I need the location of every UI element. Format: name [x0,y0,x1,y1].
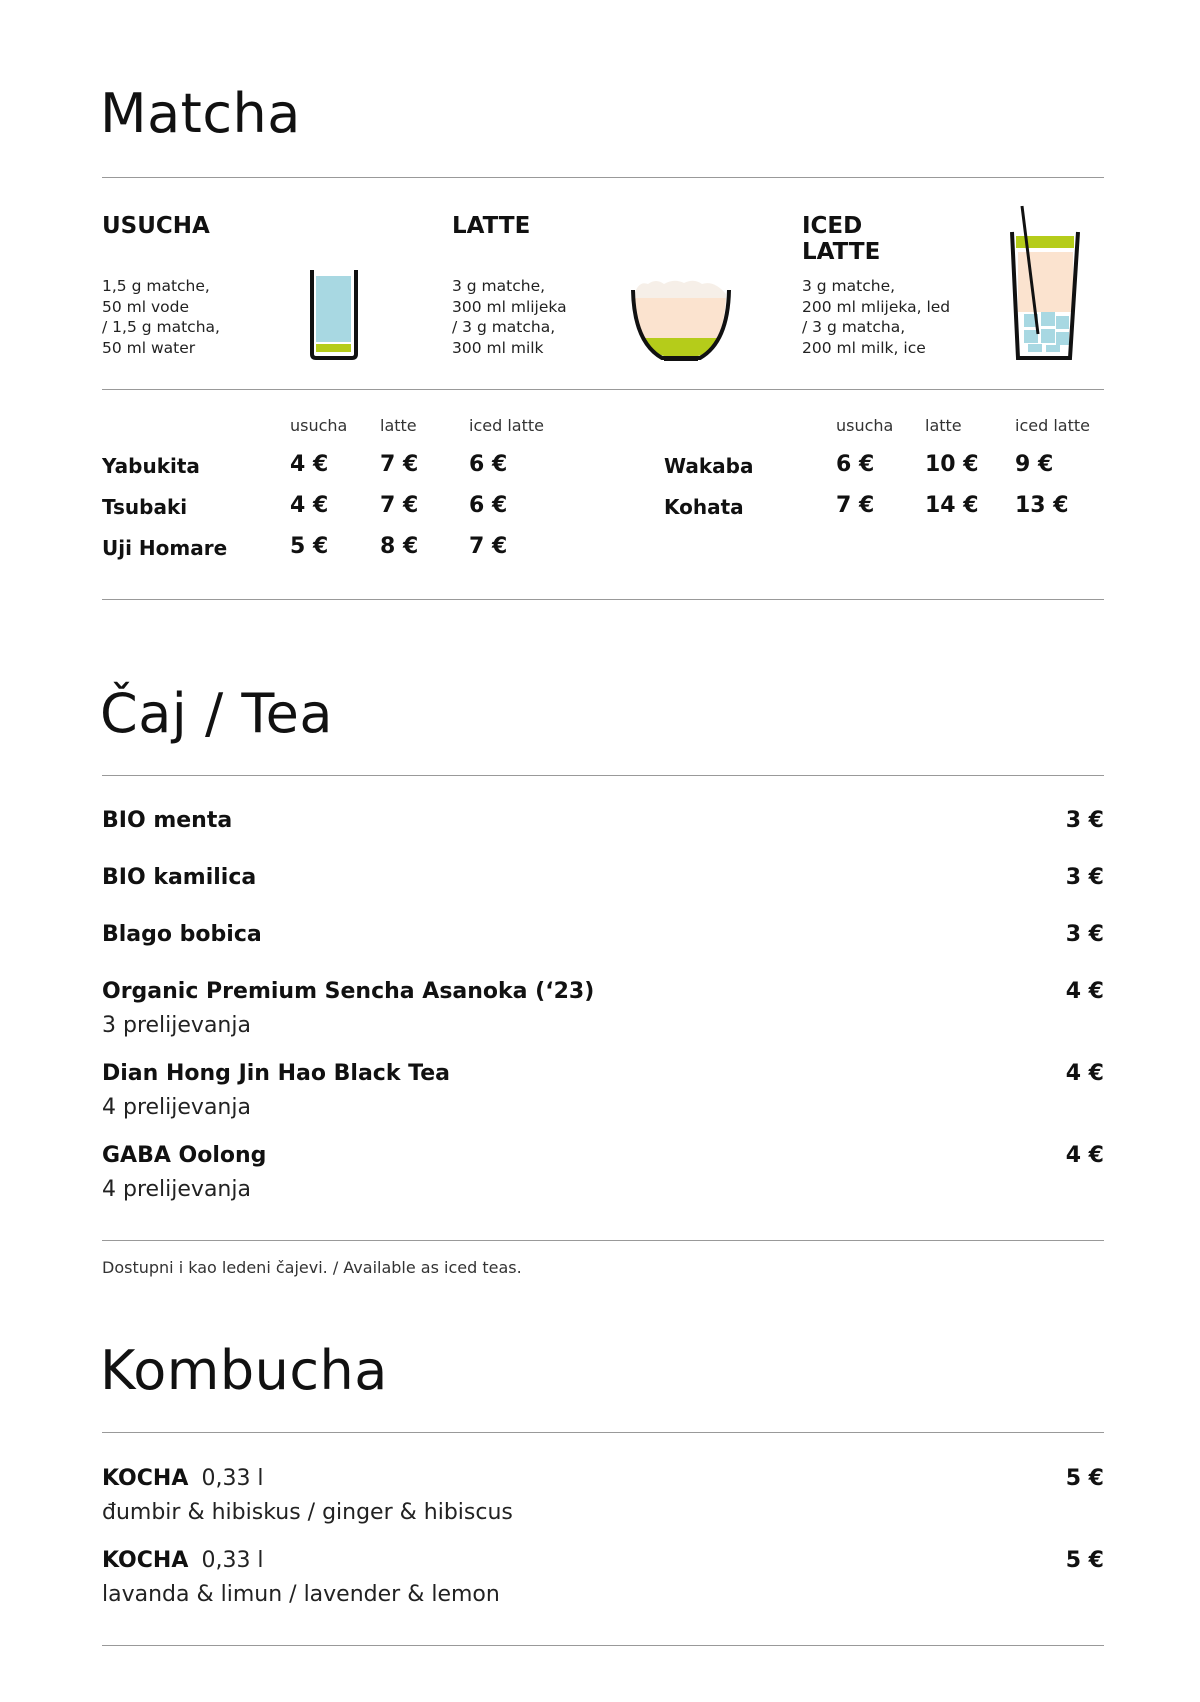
divider [102,1432,1104,1433]
tea-name: BIO menta [102,808,233,833]
divider [102,775,1104,776]
tea-price: 4 € [1065,1061,1104,1086]
price: 4 € [290,452,329,477]
desc-line: / 3 g matcha, [452,318,556,336]
column-header-iced-latte: iced latte [469,416,544,435]
tea-price: 4 € [1065,979,1104,1004]
column-header-iced-latte: iced latte [1015,416,1090,435]
kombucha-item [102,1466,264,1491]
row-name: Tsubaki [102,495,188,519]
divider [102,389,1104,390]
price: 9 € [1015,452,1054,477]
tea-name: Organic Premium Sencha Asanoka (‘23) [102,979,595,1004]
price: 8 € [380,534,419,559]
row-name: Uji Homare [102,536,228,560]
kombucha-price: 5 € [1065,1466,1104,1491]
price: 13 € [1015,493,1069,518]
drink-name-iced-latte [802,213,880,265]
drink-name-line: LATTE [802,239,881,265]
tea-price: 4 € [1065,1143,1104,1168]
kombucha-size: 0,33 l [201,1466,264,1491]
desc-line: / 3 g matcha, [802,318,906,336]
tea-infusions: 4 prelijevanja [102,1095,251,1120]
desc-line: 50 ml vode [102,297,190,316]
drink-name-line: ICED [802,213,863,239]
tea-price: 3 € [1065,808,1104,833]
desc-line: 300 ml mlijeka [452,297,567,316]
price: 7 € [836,493,875,518]
kombucha-name: KOCHA [102,1466,189,1491]
drink-desc-iced-latte [802,276,950,358]
drink-desc-usucha [102,276,220,358]
price: 7 € [380,493,419,518]
row-name: Wakaba [664,454,754,478]
iced-tea-note: Dostupni i kao ledeni čajevi. / Available as iced teas. [102,1258,522,1277]
tea-price: 3 € [1065,865,1104,890]
tea-name: Dian Hong Jin Hao Black Tea [102,1061,450,1086]
price: 6 € [836,452,875,477]
desc-line: 300 ml milk [452,338,544,357]
desc-line: 3 g matche, [452,277,546,295]
price: 4 € [290,493,329,518]
desc-line: / 1,5 g matcha, [102,318,220,336]
section-title-kombucha: Kombucha [100,1339,388,1402]
bowl-icon [628,276,734,362]
tea-name: BIO kamilica [102,865,257,890]
price: 14 € [925,493,979,518]
section-title-tea: Čaj / Tea [100,682,333,745]
column-header-usucha: usucha [290,416,348,435]
drink-name-latte: LATTE [452,213,531,239]
kombucha-flavor: đumbir & hibiskus / ginger & hibiscus [102,1500,513,1525]
price: 6 € [469,493,508,518]
drink-name-usucha: USUCHA [102,213,210,239]
glass-icon [308,268,360,362]
tea-infusions: 3 prelijevanja [102,1013,251,1038]
desc-line: 50 ml water [102,338,196,357]
divider [102,599,1104,600]
section-title-matcha: Matcha [100,82,301,145]
column-header-usucha: usucha [836,416,894,435]
kombucha-name: KOCHA [102,1548,189,1573]
desc-line: 200 ml milk, ice [802,338,926,357]
price: 10 € [925,452,979,477]
divider [102,177,1104,178]
price: 7 € [380,452,419,477]
row-name: Kohata [664,495,744,519]
kombucha-item [102,1548,264,1573]
column-header-latte: latte [380,416,417,435]
price: 6 € [469,452,508,477]
kombucha-flavor: lavanda & limun / lavender & lemon [102,1582,500,1607]
desc-line: 3 g matche, [802,277,896,295]
divider [102,1240,1104,1241]
tea-price: 3 € [1065,922,1104,947]
price: 5 € [290,534,329,559]
drink-desc-latte [452,276,567,358]
desc-line: 200 ml mlijeka, led [802,297,951,316]
tea-name: GABA Oolong [102,1143,267,1168]
divider [102,1645,1104,1646]
price: 7 € [469,534,508,559]
tea-infusions: 4 prelijevanja [102,1177,251,1202]
tea-name: Blago bobica [102,922,262,947]
desc-line: 1,5 g matche, [102,277,210,295]
row-name: Yabukita [102,454,200,478]
column-header-latte: latte [925,416,962,435]
kombucha-price: 5 € [1065,1548,1104,1573]
kombucha-size: 0,33 l [201,1548,264,1573]
iced-glass-icon [1006,204,1084,362]
